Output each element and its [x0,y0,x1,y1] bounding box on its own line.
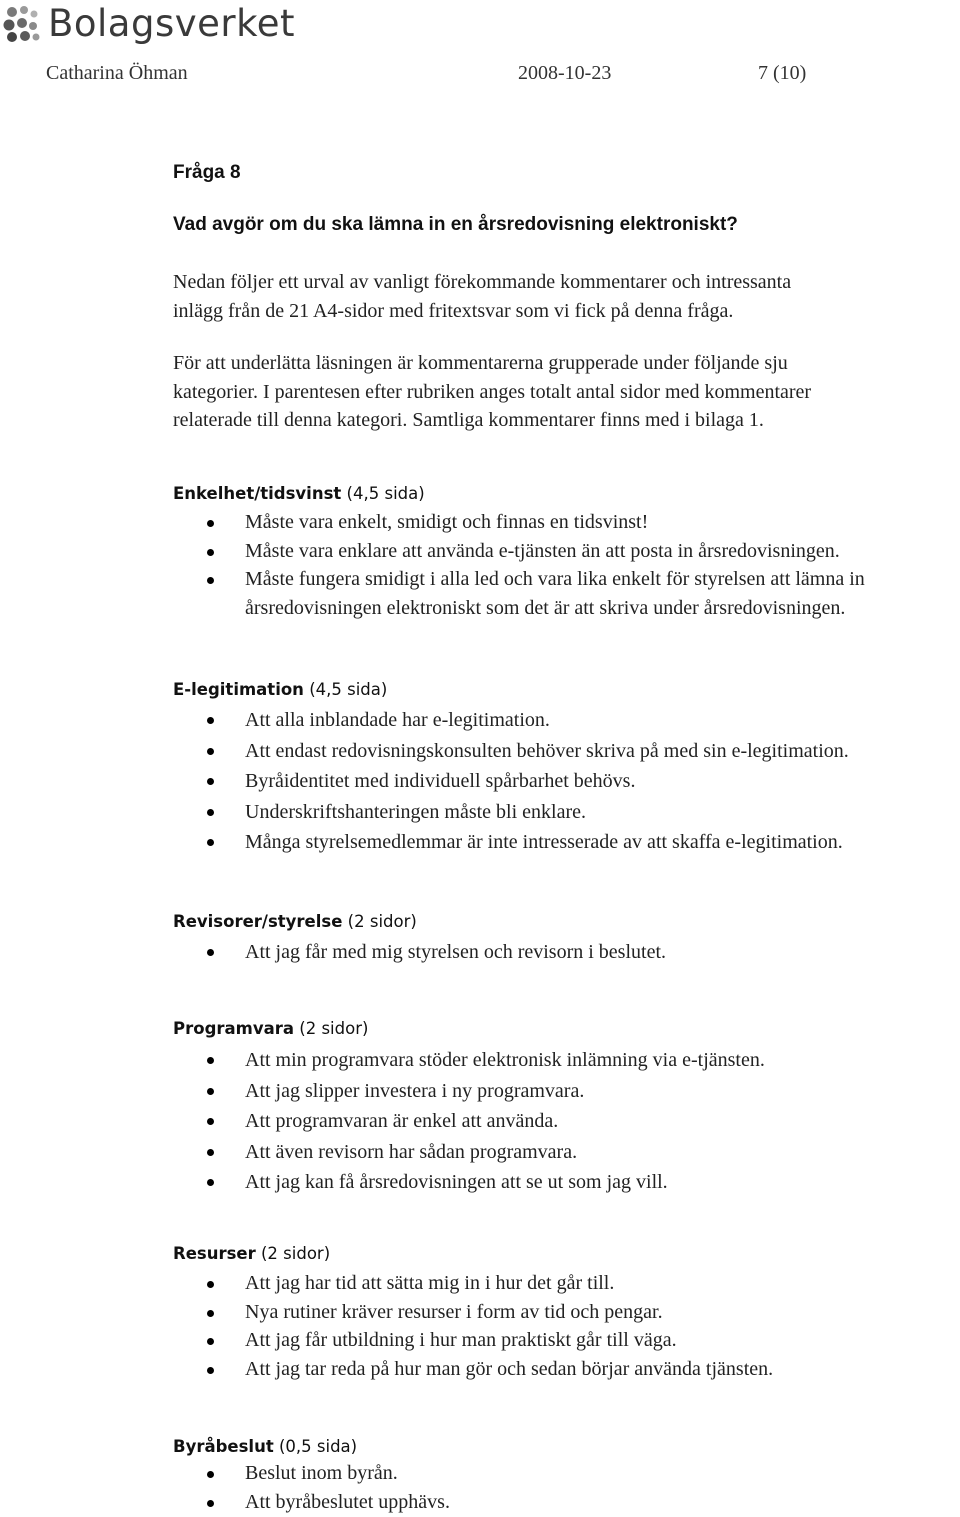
section-count: (2 sidor) [347,912,417,931]
list-item: Att jag har tid att sätta mig in i hur det går till. [173,1269,960,1298]
section-count: (2 sidor) [299,1019,369,1038]
intro-line: inlägg från de 21 A4-sidor med fritextsvar som vi fick på denna fråga. [173,299,734,322]
list-item: Att även revisorn har sådan programvara. [173,1137,960,1168]
page-number: 7 (10) [758,62,807,84]
list-item: Att endast redovisningskonsulten behöver skriva på med sin e-legitimation. [173,736,960,767]
comment-list [173,1045,960,1198]
list-item: Många styrelsemedlemmar är inte intresserade av att skaffa e-legitimation. [173,827,960,858]
section-count: (2 sidor) [261,1244,331,1263]
section-count: (4,5 sida) [346,484,425,503]
question-title: Vad avgör om du ska lämna in en årsredovisning elektroniskt? [173,214,738,235]
list-item: Att jag tar reda på hur man gör och sedan börjar använda tjänsten. [173,1355,960,1384]
list-item: Att alla inblandade har e-legitimation. [173,705,960,736]
list-item: Att jag kan få årsredovisningen att se ut som jag vill. [173,1167,960,1198]
question-label: Fråga 8 [173,162,241,183]
list-item: Måste vara enkelt, smidigt och finnas en tidsvinst! [173,508,960,537]
list-item: Byråidentitet med individuell spårbarhet behövs. [173,766,960,797]
brand-logo [0,2,295,46]
list-item: Måste fungera smidigt i alla led och vara lika enkelt för styrelsen att lämna in årsredovisningen elektroniskt som det är att skriva under årsredovisningen. [173,565,960,622]
list-item: Att programvaran är enkel att använda. [173,1106,960,1137]
list-item: Underskriftshanteringen måste bli enklare. [173,797,960,828]
section-count: (4,5 sida) [309,680,388,699]
author: Catharina Öhman [46,62,188,84]
intro-paragraph-2 [173,349,811,435]
intro-line: relaterade till denna kategori. Samtliga kommentarer finns med i bilaga 1. [173,409,764,431]
section-title: Enkelhet/tidsvinst [173,484,342,503]
date: 2008-10-23 [518,62,612,84]
list-item: Att jag får utbildning i hur man praktiskt går till väga. [173,1326,960,1355]
section-heading [173,1244,330,1263]
section-title: Revisorer/styrelse [173,912,343,931]
intro-line: Nedan följer ett urval av vanligt förekommande kommentarer och intressanta [173,271,792,293]
intro-line: kategorier. I parentesen efter rubriken anges totalt antal sidor med kommentarer [173,380,812,403]
list-item: Att min programvara stöder elektronisk inlämning via e-tjänsten. [173,1045,960,1076]
logo-text: Bolagsverket [48,2,295,45]
section-title: E-legitimation [173,680,304,699]
section-heading [173,484,425,503]
list-item: Måste vara enklare att använda e-tjänsten än att posta in årsredovisningen. [173,537,960,566]
list-item: Att byråbeslutet upphävs. [173,1488,960,1517]
section-heading [173,1019,368,1038]
comment-list [173,937,960,968]
comment-list [173,1269,960,1383]
section-count: (0,5 sida) [278,1437,358,1456]
list-item: Att jag får med mig styrelsen och revisorn i beslutet. [173,937,960,968]
logo-dots-icon [2,4,42,44]
section-title: Resurser [173,1244,256,1263]
list-item: Beslut inom byrån. [173,1459,960,1488]
section-heading [173,680,387,699]
comment-list [173,508,960,622]
section-title: Programvara [173,1019,295,1038]
list-item: Nya rutiner kräver resurser i form av tid och pengar. [173,1298,960,1327]
intro-paragraph-1 [173,268,791,325]
comment-list [173,705,960,858]
section-heading [173,1437,357,1456]
list-item: Att jag slipper investera i ny programvara. [173,1076,960,1107]
section-title: Byråbeslut [173,1437,274,1456]
section-heading [173,912,417,931]
comment-list [173,1459,960,1516]
intro-line: För att underlätta läsningen är kommentarerna grupperade under följande sju [173,352,788,374]
